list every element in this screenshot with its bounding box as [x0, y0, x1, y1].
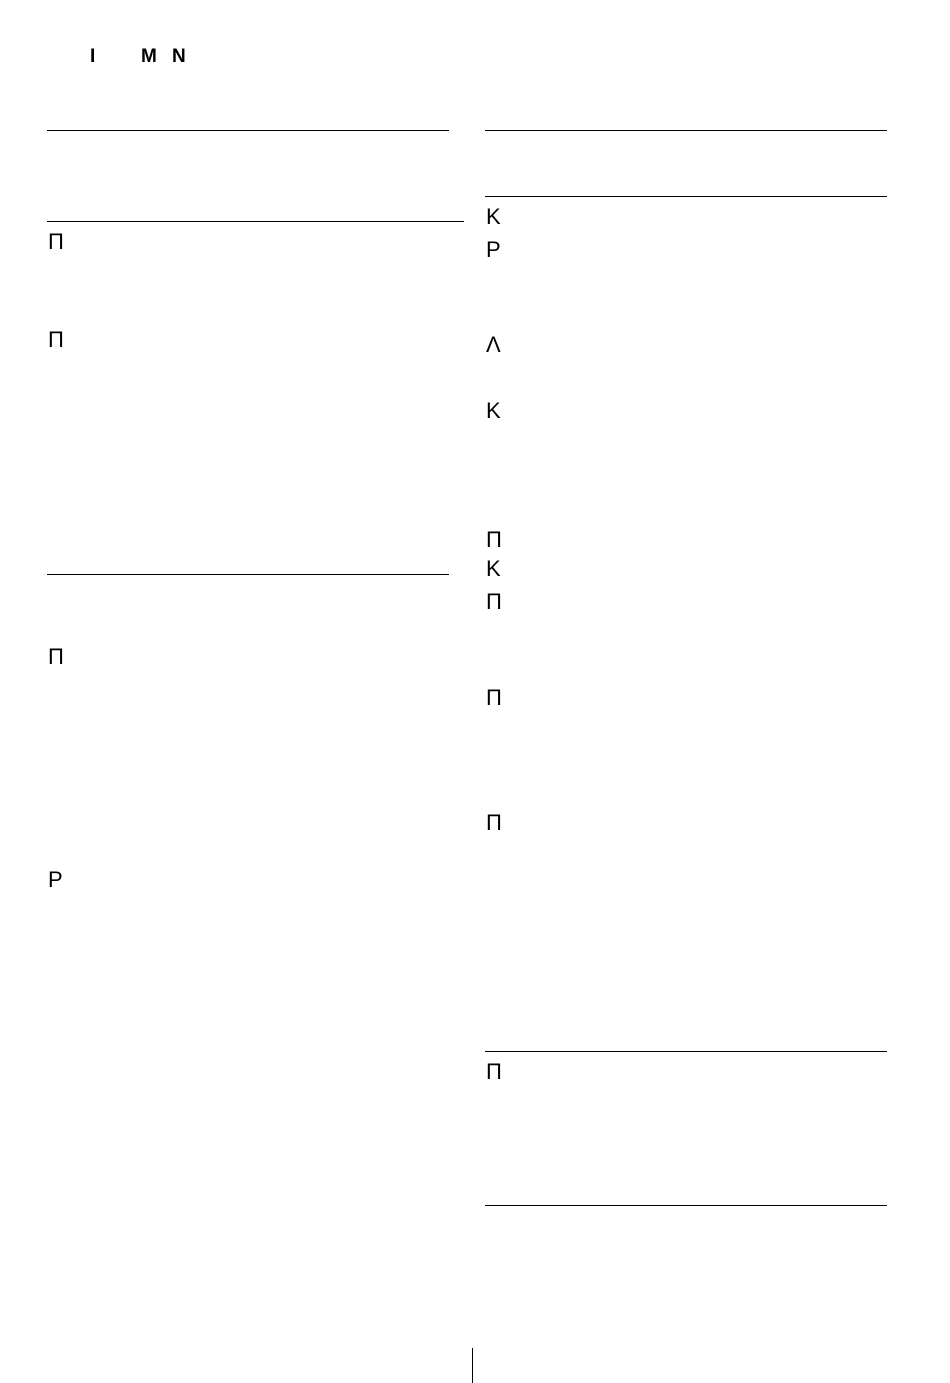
header-letter-i: I: [90, 46, 96, 67]
right-marker: Π: [486, 685, 502, 710]
left-section-rule: [47, 130, 449, 131]
header-letter-n: N: [172, 46, 186, 67]
right-marker: Π: [486, 527, 502, 552]
right-marker: P: [486, 237, 501, 262]
right-section-rule: [485, 196, 887, 197]
right-marker: Λ: [486, 332, 501, 357]
right-section-rule: [485, 1051, 887, 1052]
right-marker: K: [486, 556, 501, 581]
right-marker: Π: [486, 589, 502, 614]
right-marker: K: [486, 398, 501, 423]
page-center-divider: [472, 1348, 473, 1383]
right-section-rule: [485, 130, 887, 131]
right-marker: K: [486, 204, 501, 229]
right-marker: Π: [486, 1059, 502, 1084]
left-marker: Π: [48, 229, 64, 254]
header-letter-m: M: [141, 46, 157, 67]
left-section-rule: [47, 221, 464, 222]
left-marker: Π: [48, 327, 64, 352]
right-marker: Π: [486, 810, 502, 835]
left-section-rule: [47, 574, 449, 575]
left-marker: Π: [48, 644, 64, 669]
left-marker: P: [48, 867, 63, 892]
right-section-rule: [485, 1205, 887, 1206]
